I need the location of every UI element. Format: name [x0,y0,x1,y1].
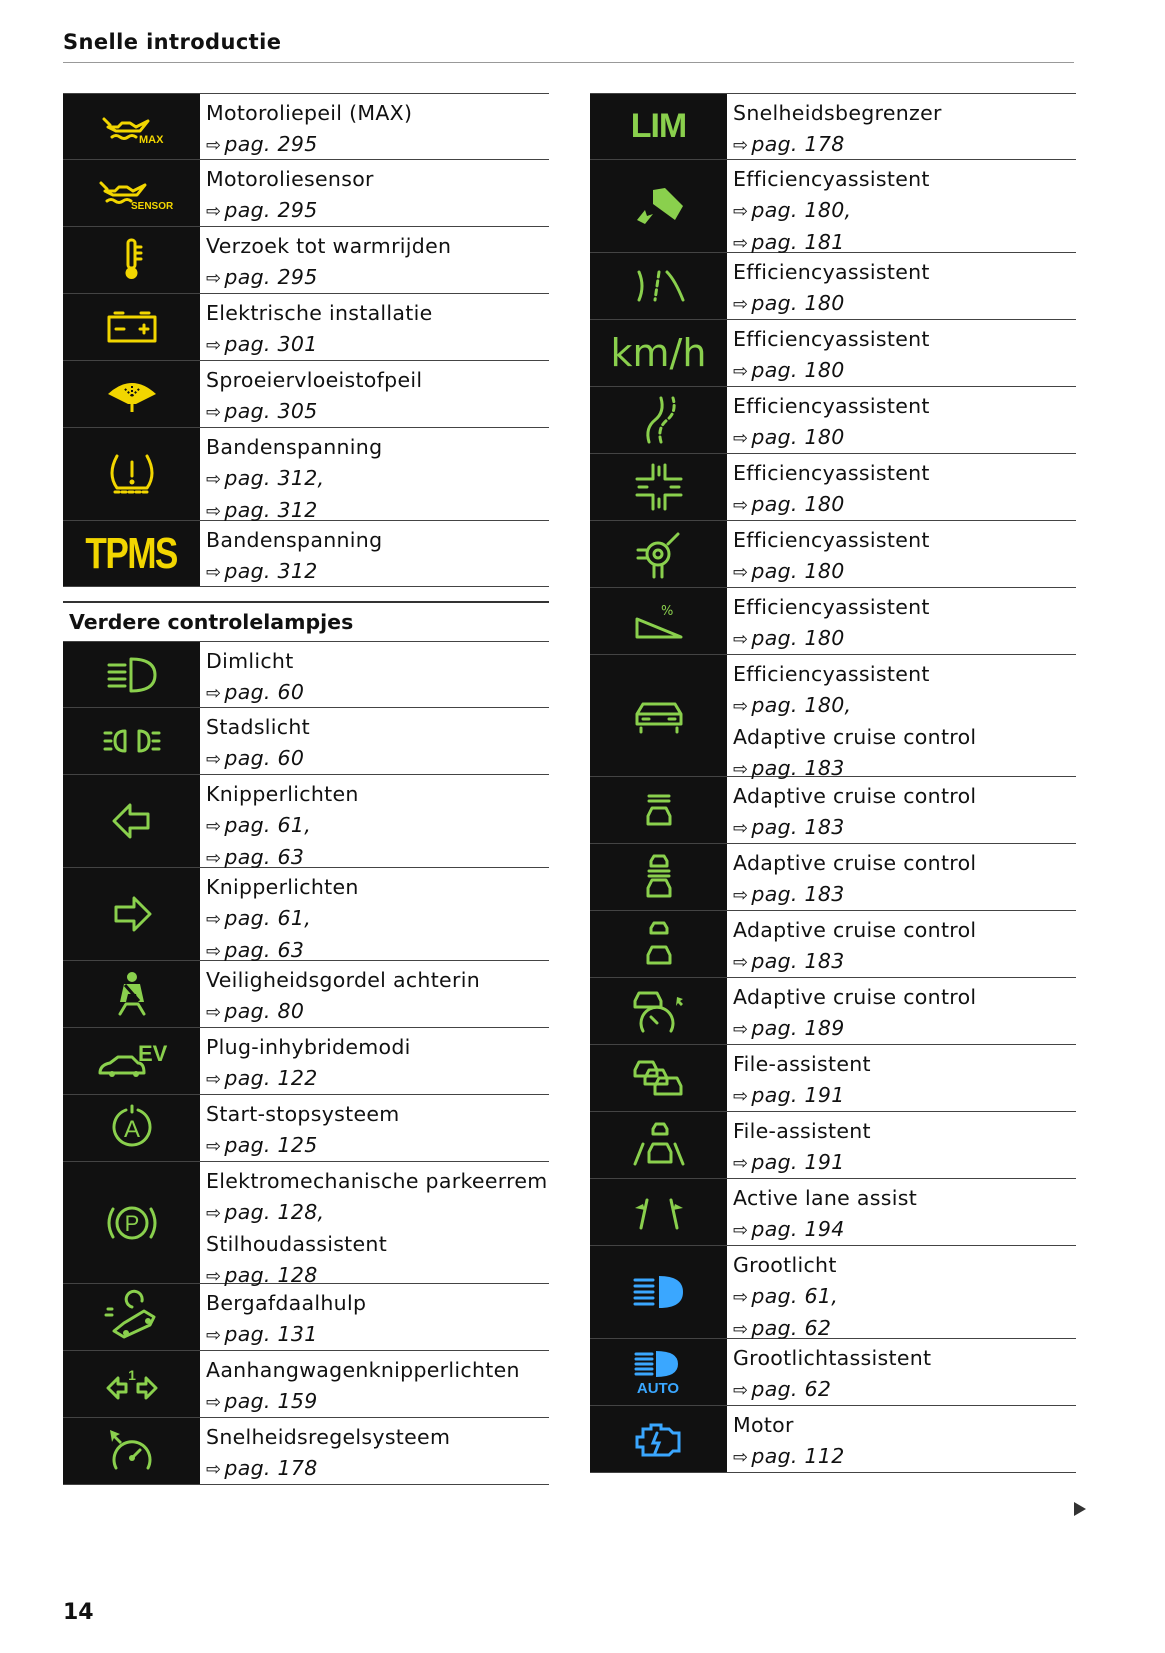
page-ref-link[interactable]: ⇨ pag. 181 [733,230,845,254]
row-label: Adaptive cruise control [733,784,977,808]
svg-text:EV: EV [137,1041,167,1066]
parking-brake-icon [63,1162,200,1283]
parking-light-icon [63,708,200,774]
row-label: Efficiencyassistent [733,327,930,351]
table-row [63,1027,549,1094]
row-label: Elektrische installatie [206,301,433,325]
oil-max-icon [63,94,200,159]
road-curve-icon [590,253,727,319]
table-row [63,360,549,427]
page-ref-link[interactable]: ⇨ pag. 61, [733,1284,839,1308]
page-ref-link[interactable]: ⇨ pag. 180, [733,198,852,222]
row-label: Bandenspanning [206,435,383,459]
row-label: Efficiencyassistent [733,260,930,284]
table-row [590,252,1076,319]
row-label: Grootlicht [733,1253,837,1277]
page-ref-link[interactable]: ⇨ pag. 159 [206,1389,318,1413]
page-ref-link[interactable]: ⇨ pag. 295 [206,265,318,289]
page-ref-link[interactable]: ⇨ pag. 180, [733,693,852,717]
acc-distance-3-icon [590,911,727,977]
row-label: Stadslicht [206,715,310,739]
row-label: File-assistent [733,1119,871,1143]
speed-kmh-icon: km/h [590,320,727,386]
section-title: Verdere controlelampjes [63,601,549,641]
table-row [63,1161,549,1287]
row-label: Active lane assist [733,1186,918,1210]
start-stop-icon [63,1095,200,1161]
page-ref-link[interactable]: ⇨ pag. 180 [733,425,845,449]
low-beam-icon [63,642,200,707]
page-ref-link[interactable]: ⇨ pag. 61, [206,813,312,837]
table-row [590,159,1076,252]
table-row [590,1044,1076,1111]
seatbelt-icon [63,961,200,1027]
right-column [590,93,1076,1473]
cruise-control-icon [63,1418,200,1484]
traffic-jam-lane-icon [590,1112,727,1178]
row-label: Adaptive cruise control [733,918,977,942]
page-ref-link[interactable]: ⇨ pag. 312, [206,466,325,490]
row-label: Aanhangwagenknipperlichten [206,1358,520,1382]
table-row [63,1094,549,1161]
header-divider [63,62,1074,63]
acc-distance-2-icon [590,844,727,910]
page-ref-link[interactable]: ⇨ pag. 183 [733,815,845,839]
table-row [63,1417,549,1485]
page-ref-link[interactable]: ⇨ pag. 122 [206,1066,318,1090]
row-label: Veiligheidsgordel achterin [206,968,480,992]
table-row [63,707,549,774]
table-row [590,1111,1076,1178]
row-label: Start-stopsysteem [206,1102,400,1126]
page-ref-link[interactable]: ⇨ pag. 295 [206,132,318,156]
table-row [590,776,1076,843]
row-label: Sproeiervloeistofpeil [206,368,423,392]
car-front-icon [590,655,727,776]
table-row [590,1245,1076,1338]
turn-right-icon [63,868,200,960]
page-number: 14 [63,1600,94,1625]
table-row [590,910,1076,977]
table-row [63,93,549,159]
svg-text:A: A [123,1116,140,1143]
tpms-icon: TPMS [63,521,200,586]
table-row [63,1283,549,1350]
row-label: Plug-inhybridemodi [206,1035,411,1059]
svg-text:1: 1 [127,1367,136,1383]
table-row [63,520,549,587]
page-ref-link[interactable]: ⇨ pag. 128, [206,1200,325,1224]
table-row [590,93,1076,159]
svg-text:%: % [660,604,673,619]
page-ref-link[interactable]: ⇨ pag. 312 [206,559,318,583]
roundabout-icon [590,521,727,587]
row-label: Verzoek tot warmrijden [206,234,452,258]
page-ref-link[interactable]: ⇨ pag. 60 [206,746,305,770]
washer-fluid-icon [63,361,200,427]
table-row [63,867,549,960]
row-label-secondary: Adaptive cruise control [733,725,977,749]
table-row [590,386,1076,453]
page-ref-link[interactable]: ⇨ pag. 63 [206,938,305,962]
lim-icon: LIM [590,94,727,159]
row-label: Efficiencyassistent [733,528,930,552]
page-ref-link[interactable]: ⇨ pag. 301 [206,332,318,356]
page-ref-link[interactable]: ⇨ pag. 183 [733,756,845,780]
page-ref-link[interactable]: ⇨ pag. 180 [733,559,845,583]
table-row [590,1178,1076,1245]
page-ref-link[interactable]: ⇨ pag. 60 [206,680,305,704]
turn-left-icon [63,775,200,867]
high-beam-icon [590,1246,727,1338]
table-row [63,641,549,707]
warning-lights-table [63,93,549,587]
table-row [63,159,549,226]
table-row [590,587,1076,654]
row-label: Dimlicht [206,649,294,673]
winding-road-icon [590,387,727,453]
page-ref-link[interactable]: ⇨ pag. 63 [206,845,305,869]
table-row [590,654,1076,780]
page-ref-link[interactable]: ⇨ pag. 128 [206,1263,318,1287]
trailer-indicator-icon [63,1351,200,1417]
row-label: Knipperlichten [206,875,359,899]
row-label: File-assistent [733,1052,871,1076]
table-row [63,960,549,1027]
table-row [590,843,1076,910]
page-ref-link[interactable]: ⇨ pag. 194 [733,1217,845,1241]
table-row [63,293,549,360]
row-label: Grootlichtassistent [733,1346,932,1370]
page-ref-link[interactable]: ⇨ pag. 62 [733,1377,832,1401]
page-ref-link[interactable]: ⇨ pag. 180 [733,492,845,516]
battery-icon [63,294,200,360]
page-ref-link[interactable]: ⇨ pag. 125 [206,1133,318,1157]
svg-text:SENSOR: SENSOR [130,201,173,212]
intersection-icon [590,454,727,520]
row-label: Motoroliepeil (MAX) [206,101,413,125]
row-label: Efficiencyassistent [733,394,930,418]
page-title: Snelle introductie [63,30,282,54]
row-label: Bergafdaalhulp [206,1291,367,1315]
coasting-icon [590,160,727,252]
acc-speedo-icon [590,978,727,1044]
table-row [63,427,549,520]
row-label: Knipperlichten [206,782,359,806]
row-label: Motoroliesensor [206,167,374,191]
traffic-jam-icon [590,1045,727,1111]
row-label: Efficiencyassistent [733,461,930,485]
row-label: Adaptive cruise control [733,851,977,875]
page-ref-link[interactable]: ⇨ pag. 183 [733,949,845,973]
table-row [590,520,1076,587]
indicator-lights-table [63,641,549,1485]
page-ref-link[interactable]: ⇨ pag. 183 [733,882,845,906]
row-label: Bandenspanning [206,528,383,552]
page-ref-link[interactable]: ⇨ pag. 112 [733,1444,845,1468]
table-row [63,1350,549,1417]
gradient-icon [590,588,727,654]
tire-pressure-icon [63,428,200,520]
page-ref-link[interactable]: ⇨ pag. 180 [733,291,845,315]
engine-icon [590,1406,727,1472]
table-row [590,453,1076,520]
left-column [63,93,549,1485]
thermometer-icon [63,227,200,293]
row-label-secondary: Stilhoudassistent [206,1232,388,1256]
page-ref-link[interactable]: ⇨ pag. 295 [206,198,318,222]
hill-descent-icon [63,1284,200,1350]
next-page-arrow-icon[interactable] [1072,1500,1088,1522]
page-ref-link[interactable]: ⇨ pag. 191 [733,1150,845,1174]
row-label: Snelheidsbegrenzer [733,101,942,125]
svg-text:MAX: MAX [138,133,163,146]
row-label: Snelheidsregelsysteem [206,1425,451,1449]
page-ref-link[interactable]: ⇨ pag. 178 [206,1456,318,1480]
oil-sensor-icon [63,160,200,226]
page-ref-link[interactable]: ⇨ pag. 305 [206,399,318,423]
lane-assist-icon [590,1179,727,1245]
table-row [63,226,549,293]
page-ref-link[interactable]: ⇨ pag. 61, [206,906,312,930]
table-row [590,1338,1076,1405]
ev-icon [63,1028,200,1094]
table-row [590,1405,1076,1473]
page-ref-link[interactable]: ⇨ pag. 178 [733,132,845,156]
row-label: Elektromechanische parkeerrem [206,1169,548,1193]
acc-distance-1-icon [590,777,727,843]
page-ref-link[interactable]: ⇨ pag. 191 [733,1083,845,1107]
page-ref-link[interactable]: ⇨ pag. 80 [206,999,305,1023]
page-ref-link[interactable]: ⇨ pag. 180 [733,626,845,650]
table-row [590,319,1076,386]
row-label: Efficiencyassistent [733,662,930,686]
page-ref-link[interactable]: ⇨ pag. 189 [733,1016,845,1040]
row-label: Motor [733,1413,794,1437]
row-label: Efficiencyassistent [733,595,930,619]
svg-text:AUTO: AUTO [636,1380,679,1397]
high-beam-auto-icon [590,1339,727,1405]
svg-text:P: P [124,1210,139,1236]
page-ref-link[interactable]: ⇨ pag. 312 [206,498,318,522]
table-row [590,977,1076,1044]
page-ref-link[interactable]: ⇨ pag. 62 [733,1316,832,1340]
page-ref-link[interactable]: ⇨ pag. 180 [733,358,845,382]
page-ref-link[interactable]: ⇨ pag. 131 [206,1322,318,1346]
table-row [63,774,549,867]
row-label: Adaptive cruise control [733,985,977,1009]
row-label: Efficiencyassistent [733,167,930,191]
